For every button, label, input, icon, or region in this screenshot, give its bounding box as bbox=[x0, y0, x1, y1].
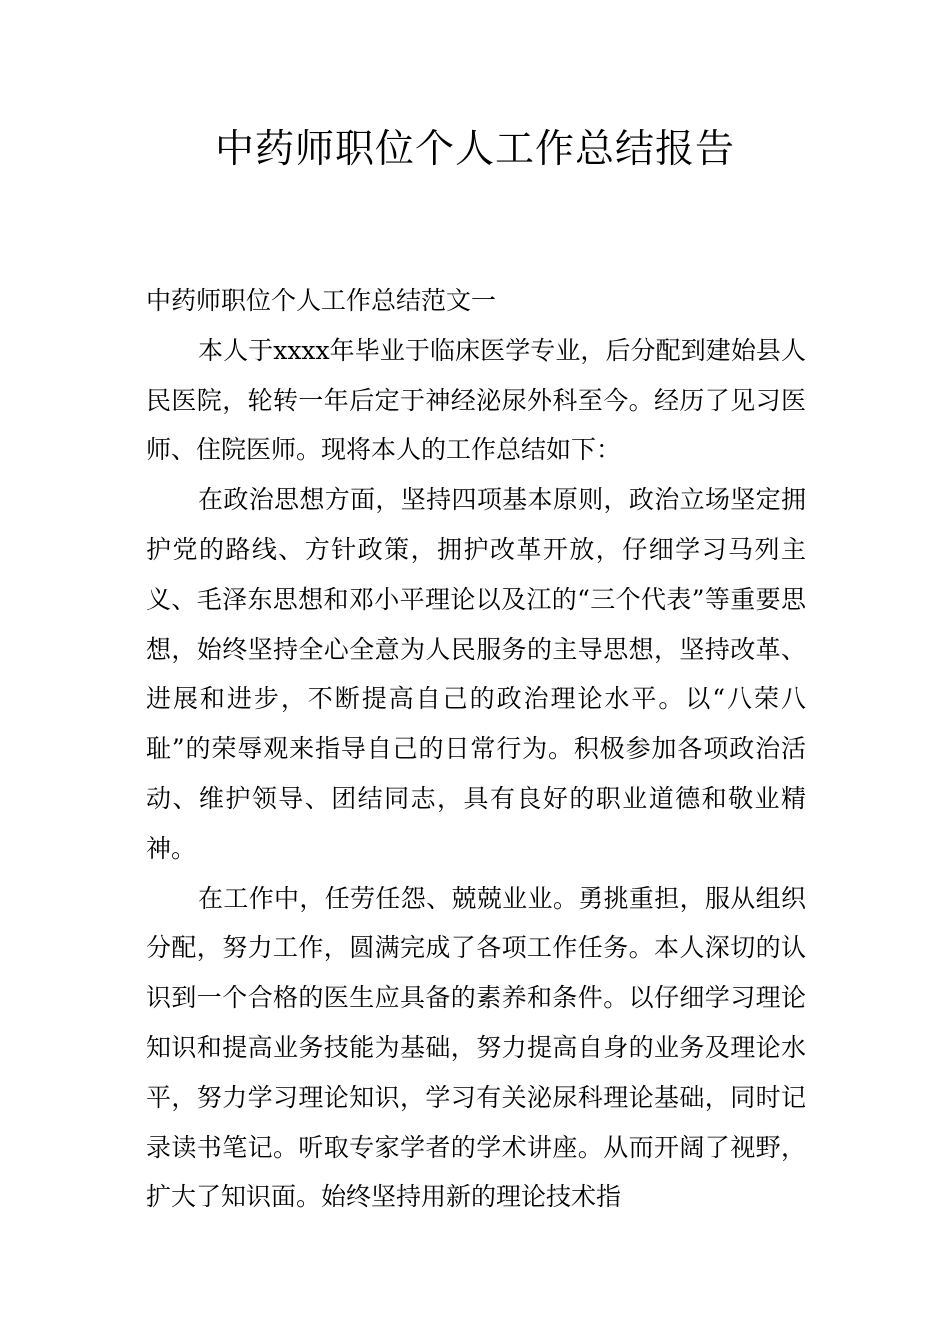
paragraph-intro: 本人于xxxx年毕业于临床医学专业，后分配到建始县人民医院，轮转一年后定于神经泌尿外科至今。经历了见习医师、住院医师。现将本人的工作总结如下： bbox=[146, 335, 806, 465]
document-subtitle: 中药师职位个人工作总结范文一 bbox=[146, 286, 497, 315]
document-title: 中药师职位个人工作总结报告 bbox=[214, 127, 735, 172]
document-body bbox=[146, 276, 806, 1222]
paragraph-political: 在政治思想方面，坚持四项基本原则，政治立场坚定拥护党的路线、方针政策，拥护改革开放，仔细学习马列主义、毛泽东思想和邓小平理论以及江的“三个代表”等重要思想，始终坚持全心全意为人民服务的主导思想，坚持改革、进展和进步，不断提高自己的政治理论水平。以“八荣八耻”的荣辱观来指导自己的日常行为。积极参加各项政治活动、维护领导、团结同志，具有良好的职业道德和敬业精神。 bbox=[146, 485, 806, 863]
paragraph-work: 在工作中，任劳任怨、兢兢业业。勇挑重担，服从组织分配，努力工作，圆满完成了各项工作任务。本人深切的认识到一个合格的医生应具备的素养和条件。以仔细学习理论知识和提高业务技能为基础，努力提高自身的业务及理论水平，努力学习理论知识，学习有关泌尿科理论基础，同时记录读书笔记。听取专家学者的学术讲座。从而开阔了视野，扩大了知识面。始终坚持用新的理论技术指 bbox=[146, 883, 806, 1212]
